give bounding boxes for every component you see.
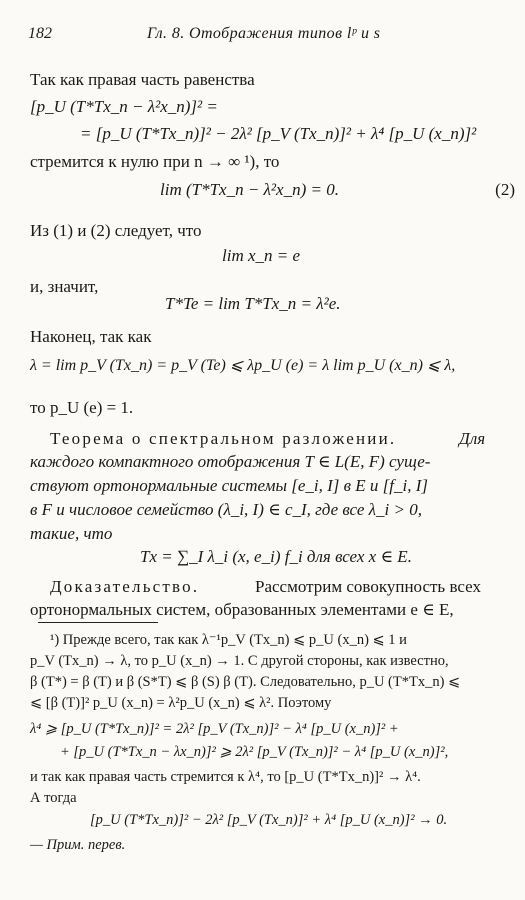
footnote-line-4: ⩽ [β (T)]² p_U (x_n) = λ²p_U (x_n) ⩽ λ². Поэтому <box>30 695 332 711</box>
limit-xn-equation: lim x_n = e <box>222 246 301 265</box>
body-line-2: стремится к нулю при n → ∞ ¹), то <box>30 152 280 171</box>
footnote-line-6: + [p_U (T*Tx_n − λx_n)]² ⩾ 2λ² [p_V (Tx_n)]² − λ⁴ [p_U (x_n)]², <box>60 744 449 760</box>
proof-line-2: ортонормальных систем, образованных элементами e ∈ E, <box>30 600 454 619</box>
lambda-inequality: λ = lim p_V (Tx_n) = p_V (Te) ⩽ λp_U (e) = λ lim p_U (x_n) ⩽ λ, <box>30 357 456 374</box>
footnote-line-5: λ⁴ ⩾ [p_U (T*Tx_n)]² = 2λ² [p_V (Tx_n)]² − λ⁴ [p_U (x_n)]² + <box>30 721 399 737</box>
theorem-formula: Tx = ∑_I λ_i (x, e_i) f_i для всех x ∈ E. <box>140 547 412 566</box>
theorem-line-1: Для <box>459 429 486 448</box>
footnote-line-8: А тогда <box>30 790 77 806</box>
footnote-line-3: β (T*) = β (T) и β (S*T) ⩽ β (S) β (T). Следовательно, p_U (T*Tx_n) ⩽ <box>30 674 461 690</box>
proof-line-1: Рассмотрим совокупность всех <box>255 577 481 596</box>
equation-number-2: (2) <box>495 180 515 199</box>
footnote-line-9: [p_U (T*Tx_n)]² − 2λ² [p_V (Tx_n)]² + λ⁴ [p_U (x_n)]² → 0. <box>90 812 448 828</box>
body-line-5: Наконец, так как <box>30 327 152 346</box>
theorem-line-5: такие, что <box>30 524 113 543</box>
footnote-line-1: ¹) Прежде всего, так как λ⁻¹p_V (Tx_n) ⩽ p_U (x_n) ⩽ 1 и <box>50 632 407 648</box>
theorem-heading: Теорема о спектральном разложении. <box>50 429 397 448</box>
footnote-line-7: и так как правая часть стремится к λ⁴, то [p_U (T*Tx_n)]² → λ⁴. <box>30 769 421 785</box>
footnote-line-2: p_V (Tx_n) → λ, то p_U (x_n) → 1. С другой стороны, как известно, <box>30 653 449 669</box>
page-number: 182 <box>28 25 52 42</box>
body-line-3: Из (1) и (2) следует, что <box>30 221 202 240</box>
translator-note: — Прим. перев. <box>30 837 126 853</box>
proof-heading: Доказательство. <box>50 577 200 596</box>
body-line-1: Так как правая часть равенства <box>30 70 255 89</box>
equation-line-2: = [p_U (T*Tx_n)]² − 2λ² [p_V (Tx_n)]² + λ⁴ [p_U (x_n)]² <box>80 124 477 143</box>
theorem-line-4: в F и числовое семейство (λ_i, I) ∈ c_I, где все λ_i > 0, <box>30 500 422 519</box>
theorem-line-2: каждого компактного отображения T ∈ L(E, F) суще- <box>30 452 431 471</box>
tte-equation: T*Te = lim T*Tx_n = λ²e. <box>165 294 341 313</box>
equation-line-1: [p_U (T*Tx_n − λ²x_n)]² = <box>30 97 218 116</box>
running-title: Гл. 8. Отображения типов lᵖ и s <box>147 25 381 42</box>
theorem-line-3: ствуют ортонормальные системы [e_i, I] в E и [f_i, I] <box>30 476 429 495</box>
footnote-rule <box>38 622 158 623</box>
body-line-6: то p_U (e) = 1. <box>30 398 134 417</box>
body-line-4: и, значит, <box>30 277 99 296</box>
limit-equation: lim (T*Tx_n − λ²x_n) = 0. <box>160 180 339 199</box>
